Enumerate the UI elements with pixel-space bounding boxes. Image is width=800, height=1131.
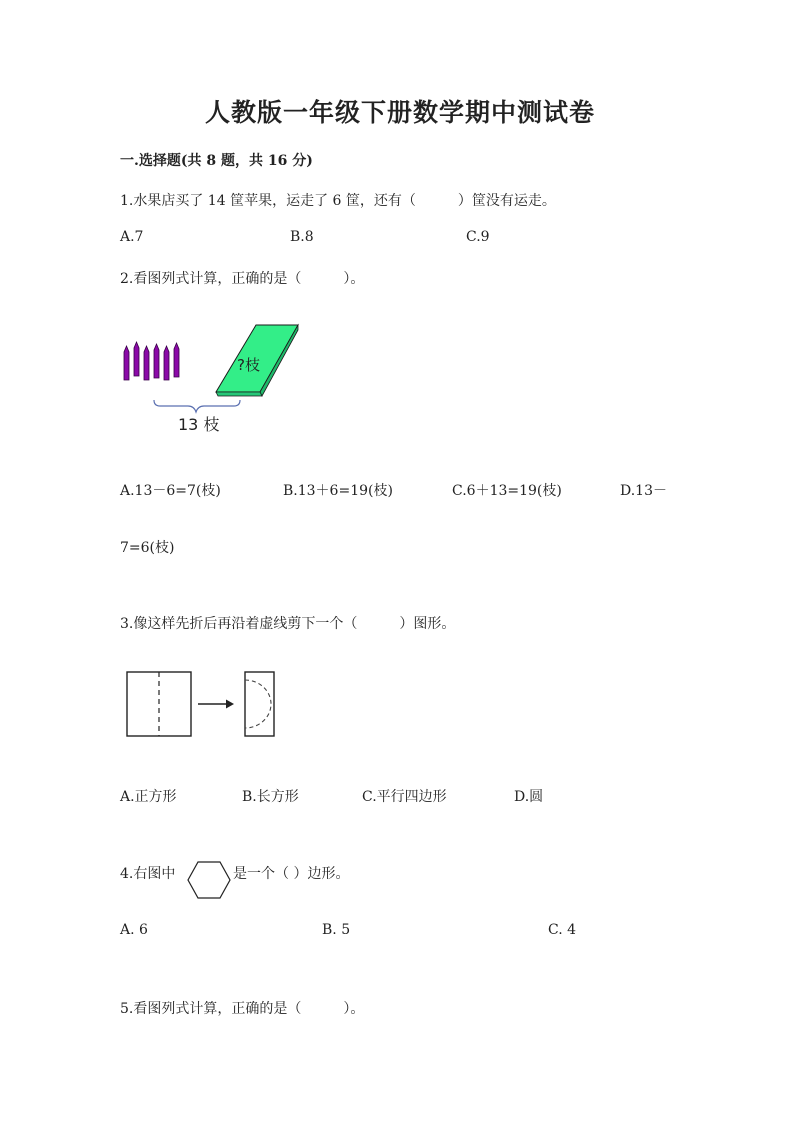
pencil [134,342,139,376]
pencil [144,346,149,380]
question-4-text-after: 是一个（ ）边形。 [233,866,350,882]
question-5-text: 5.看图列式计算，正确的是（ ）。 [120,1001,365,1017]
pencil [164,346,169,380]
section-heading: 一.选择题(共 8 题，共 16 分) [120,153,313,169]
question-3-option-a: A.正方形 [120,789,177,805]
pencil [154,344,159,378]
question-1-option-b: B.8 [290,229,314,245]
fold-and-cut-figure [126,671,286,743]
question-1-option-a: A.7 [120,229,144,245]
brace-label: 13 枝 [178,415,220,434]
question-2-text: 2.看图列式计算，正确的是（ ）。 [120,271,365,287]
question-3-text: 3.像这样先折后再沿着虚线剪下一个（ ）图形。 [120,616,456,632]
question-3-option-b: B.长方形 [242,789,299,805]
question-2-option-c: C.6＋13=19(枝) [452,483,562,499]
arrow-icon [198,700,234,709]
pencil-group [124,342,179,380]
box-label: ?枝 [237,356,260,374]
pencil [124,346,129,380]
dashed-semicircle [245,680,271,728]
curly-brace [154,400,240,412]
page-title: 人教版一年级下册数学期中测试卷 [204,98,595,127]
hexagon-icon [187,860,231,900]
question-4-option-b: B. 5 [322,922,351,938]
pencil [174,343,179,377]
folded-rectangle [245,672,274,736]
question-2-option-d-continuation: 7=6(枝) [120,540,175,556]
question-4-option-a: A. 6 [120,922,148,938]
question-4-option-c: C. 4 [548,922,577,938]
question-3-option-c: C.平行四边形 [362,789,447,805]
question-2-option-b: B.13＋6=19(枝) [283,483,393,499]
question-2-option-d: D.13－ [620,483,667,499]
question-1-text: 1.水果店买了 14 筐苹果，运走了 6 筐，还有（ ）筐没有运走。 [120,193,556,209]
question-3-option-d: D.圆 [514,789,544,805]
question-4-text-before: 4.右图中 [120,866,176,882]
question-2-option-a: A.13－6=7(枝) [120,483,221,499]
question-1-option-c: C.9 [466,229,490,245]
